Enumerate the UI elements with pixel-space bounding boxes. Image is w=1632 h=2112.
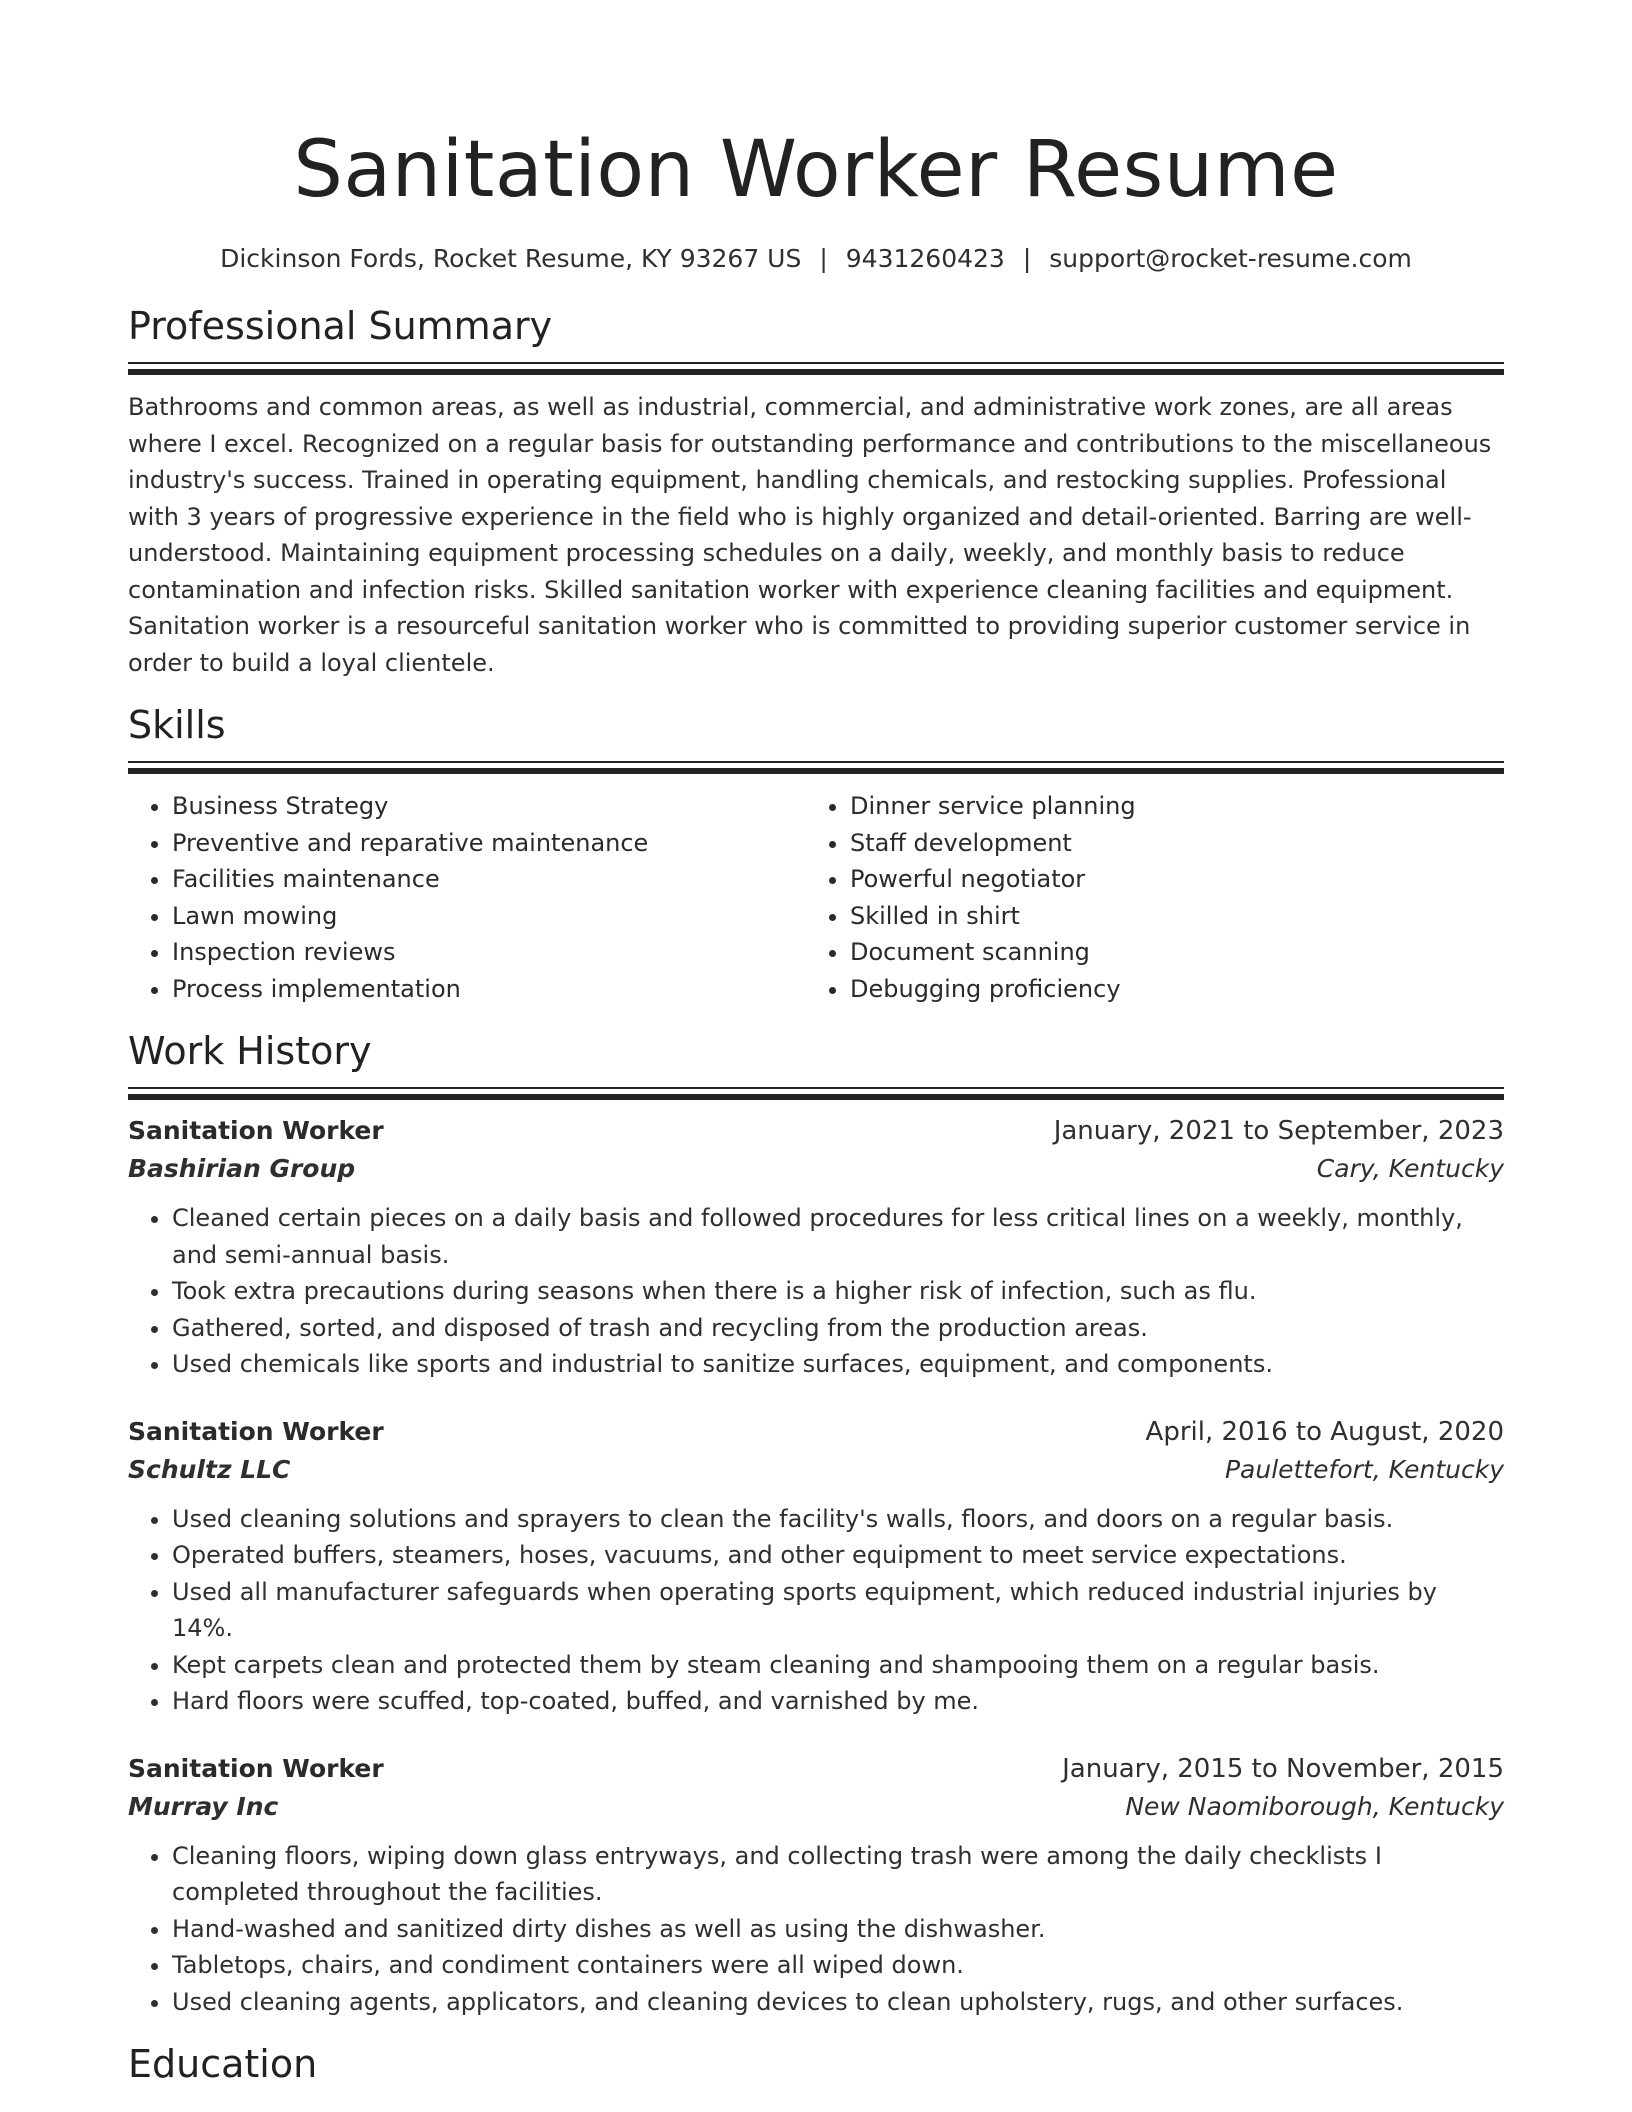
skill-item: • Preventive and reparative maintenance: [172, 825, 806, 862]
job-location: Paulettefort, Kentucky: [1224, 1454, 1504, 1484]
skill-item: • Powerful negotiator: [850, 861, 1504, 898]
job-dates: April, 2016 to August, 2020: [1145, 1416, 1504, 1447]
job-location: New Naomiborough, Kentucky: [1125, 1791, 1504, 1821]
job-title: Sanitation Worker: [128, 1416, 384, 1446]
contact-line: [128, 242, 1504, 276]
contact-phone: 9431260423: [845, 244, 1005, 273]
summary-section: [128, 302, 1504, 681]
job-company: Bashirian Group: [128, 1154, 356, 1183]
duty-item: • Used cleaning agents, applicators, and cleaning devices to clean upholstery, rugs, and other surfaces.: [172, 1984, 1504, 2021]
job-dates: January, 2015 to November, 2015: [1062, 1753, 1504, 1784]
skill-item: • Business Strategy: [172, 788, 806, 825]
section-divider: [128, 1087, 1504, 1100]
resume-title: Sanitation Worker Resume: [293, 125, 1339, 215]
duty-item: • Used all manufacturer safeguards when operating sports equipment, which reduced industrial injuries by 14%.: [172, 1574, 1504, 1647]
skill-item: • Debugging proficiency: [850, 971, 1504, 1008]
job-company: Schultz LLC: [128, 1454, 291, 1484]
education-section: [128, 2040, 1504, 2088]
duty-item: • Operated buffers, steamers, hoses, vacuums, and other equipment to meet service expectations.: [172, 1537, 1504, 1574]
job-dates: January, 2021 to September, 2023: [1053, 1116, 1504, 1146]
duty-item: • Used chemicals like sports and industrial to sanitize surfaces, equipment, and components.: [172, 1346, 1504, 1383]
section-divider: [128, 362, 1504, 375]
contact-address: Dickinson Fords, Rocket Resume, KY 93267 US: [220, 244, 802, 273]
duty-item: • Used cleaning solutions and sprayers to clean the facility's walls, floors, and doors on a regular basis.: [172, 1501, 1504, 1538]
skills-list-right: [806, 788, 1504, 1007]
duty-item: • Cleaned certain pieces on a daily basis and followed procedures for less critical lines on a weekly, monthly, and semi-annual basis.: [172, 1200, 1504, 1273]
resume-page: [128, 0, 1504, 2088]
job-duties: [128, 1501, 1504, 1720]
duty-item: • Gathered, sorted, and disposed of trash and recycling from the production areas.: [172, 1310, 1504, 1347]
job-entry: [128, 1750, 1504, 2021]
skill-item: • Skilled in shirt: [850, 898, 1504, 935]
job-title: Sanitation Worker: [128, 1116, 384, 1145]
work-history-section: [128, 1027, 1504, 2020]
skills-section: [128, 701, 1504, 1007]
contact-separator: |: [1022, 244, 1032, 273]
job-duties: [128, 1200, 1504, 1383]
skill-item: • Inspection reviews: [172, 934, 806, 971]
summary-heading: Professional Summary: [128, 304, 553, 348]
job-company: Murray Inc: [128, 1791, 279, 1821]
duty-item: • Hard floors were scuffed, top-coated, buffed, and varnished by me.: [172, 1683, 1504, 1720]
education-heading: Education: [128, 2042, 318, 2086]
skill-item: • Dinner service planning: [850, 788, 1504, 825]
job-entry: [128, 1112, 1504, 1383]
skills-columns: [128, 788, 1504, 1007]
duty-item: • Cleaning floors, wiping down glass entryways, and collecting trash were among the daily checklists I completed throughout the facilities.: [172, 1838, 1504, 1911]
skills-list-left: [128, 788, 806, 1007]
skill-item: • Process implementation: [172, 971, 806, 1008]
job-title: Sanitation Worker: [128, 1753, 384, 1783]
duty-item: • Tabletops, chairs, and condiment containers were all wiped down.: [172, 1947, 1504, 1984]
job-location: Cary, Kentucky: [1316, 1154, 1504, 1183]
duty-item: • Kept carpets clean and protected them by steam cleaning and shampooing them on a regular basis.: [172, 1647, 1504, 1684]
job-entry: [128, 1413, 1504, 1720]
skills-heading: Skills: [128, 703, 226, 747]
job-duties: [128, 1838, 1504, 2021]
skill-item: • Lawn mowing: [172, 898, 806, 935]
contact-email: support@rocket-resume.com: [1049, 244, 1412, 273]
duty-item: • Took extra precautions during seasons when there is a higher risk of infection, such as flu.: [172, 1273, 1504, 1310]
contact-separator: |: [819, 244, 828, 273]
skill-item: • Staff development: [850, 825, 1504, 862]
section-divider: [128, 761, 1504, 774]
duty-item: • Hand-washed and sanitized dirty dishes as well as using the dishwasher.: [172, 1911, 1504, 1948]
work-history-heading: Work History: [128, 1029, 372, 1073]
summary-text: Bathrooms and common areas, as well as industrial, commercial, and administrative work zones, are all areas where I excel. Recognized on a regular basis for outstanding performance and contributions to the miscellaneous industry's success. Trained in operating equipment, handling chemicals, and restocking supplies. Professional with 3 years of progressive experience in the field who is highly organized and detail-oriented. Barring are well-understood. Maintaining equipment processing schedules on a daily, weekly, and monthly basis to reduce contamination and infection risks. Skilled sanitation worker with experience cleaning facilities and equipment. Sanitation worker is a resourceful sanitation worker who is committed to providing superior customer service in order to build a loyal clientele.: [128, 393, 1492, 677]
skill-item: • Document scanning: [850, 934, 1504, 971]
skill-item: • Facilities maintenance: [172, 861, 806, 898]
